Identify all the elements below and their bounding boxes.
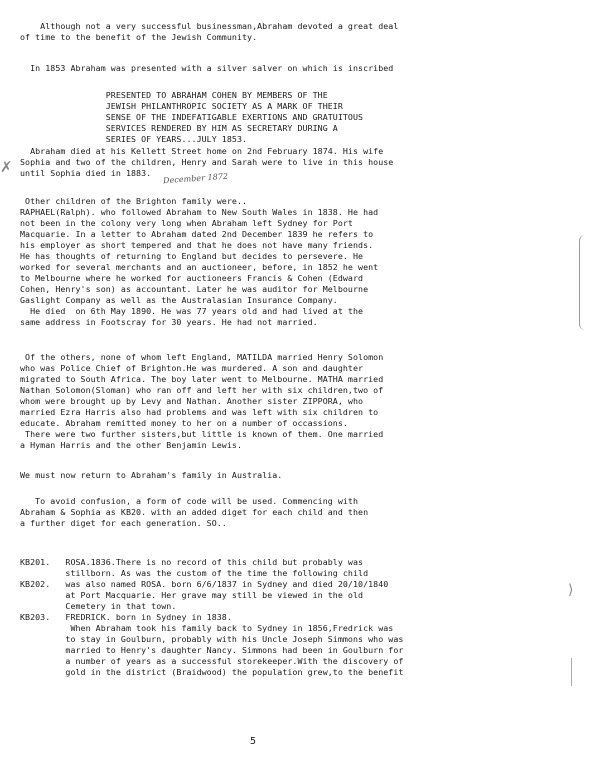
text-line: of time to the benefit of the Jewish Community. [20,32,258,42]
text-line: migrated to South Africa. The boy later went to Melbourne. MATHA married [20,374,384,384]
text-line: educate. Abraham remitted money to her on a number of occassions. [20,418,348,428]
text-line: married to Henry's daughter Nancy. Simmons had been in Goulburn for [20,645,404,655]
text-line: KB202. was also named ROSA. born 6/6/1837 in Sydney and died 20/10/1840 [20,579,389,589]
text-line: to stay in Goulburn, probably with his Uncle Joseph Simmons who was [20,634,404,644]
text-line: a number of years as a successful storekeeper.With the discovery of [20,656,404,666]
text-line: at Port Macquarie. Her grave may still be viewed in the old [20,590,364,600]
margin-line-mark [571,658,572,686]
text-line: Cemetery in that town. [20,601,177,611]
text-line: to Melbourne where he worked for auctioneers Francis & Cohen (Edward [20,273,364,283]
text-line: When Abraham took his family back to Sydney in 1856,Fredrick was [20,623,394,633]
text-line: To avoid confusion, a form of code will be used. Commencing with [20,496,359,506]
text-line: Of the others, none of whom left England, MATILDA married Henry Solomon [20,352,384,362]
text-line: gold in the district (Braidwood) the population grew,to the benefit [20,667,404,677]
text-line: SERIES OF YEARS...JULY 1853. [20,134,248,144]
text-line: stillborn. As was the custom of the time the following child [20,568,369,578]
text-line: a further diget for each generation. SO.. [20,518,227,528]
text-line: whom were brought up by Levy and Nathan. Another sister ZIPPORA, who [20,396,364,406]
text-line: Cohen, Henry's son) as accountant. Later he was auditor for Melbourne [20,284,369,294]
text-line: Abraham died at his Kellett Street home on 2nd February 1874. His wife [20,146,384,156]
text-line: JEWISH PHILANTHROPIC SOCIETY AS A MARK OF THEIR [20,101,343,111]
text-line: Although not a very successful businessman,Abraham devoted a great deal [20,21,399,31]
text-line: who was Police Chief of Brighton.He was murdered. A son and daughter [20,363,364,373]
margin-tick-mark: ⟩ [568,582,574,598]
text-line: worked for several merchants and an auctioneer, before, in 1852 he went [20,262,379,272]
text-line: KB203. FREDRICK. born in Sydney in 1838. [20,612,232,622]
text-line: There were two further sisters,but little is known of them. One married [20,429,384,439]
text-line: In 1853 Abraham was presented with a silver salver on which is inscribed [20,63,394,73]
text-line: Nathan Solomon(Sloman) who ran off and left her with six children,two of [20,385,384,395]
text-line: He died on 6th May 1890. He was 77 years old and had lived at the [20,306,364,316]
margin-bracket-mark [579,235,585,330]
text-line: not been in the colony very long when Abraham left Sydney for Port [20,218,353,228]
text-line: SENSE OF THE INDEFATIGABLE EXERTIONS AND GRATUITOUS [20,112,364,122]
text-line: Macquarie. In a letter to Abraham dated 2nd December 1839 he refers to [20,229,374,239]
text-line: his employer as short tempered and that he does not have many friends. [20,240,374,250]
text-line: married Ezra Harris also had problems and was left with six children to [20,407,379,417]
text-line: We must now return to Abraham's family in Australia. [20,470,283,480]
text-line: Abraham & Sophia as KB20. with an added diget for each child and then [20,507,369,517]
text-line: RAPHAEL(Ralph). who followed Abraham to New South Wales in 1838. He had [20,207,379,217]
text-line: KB201. ROSA.1836.There is no record of this child but probably was [20,557,364,567]
text-line: Sophia and two of the children, Henry and Sarah were to live in this house [20,157,394,167]
margin-x-mark: ✗ [0,158,13,176]
text-line: SERVICES RENDERED BY HIM AS SECRETARY DURING A [20,123,338,133]
text-line: until Sophia died in 1883. [20,168,152,178]
text-line: Other children of the Brighton family were.. [20,196,248,206]
page-number: 5 [250,736,257,747]
text-line: Gaslight Company as well as the Australasian Insurance Company. [20,295,338,305]
text-line: a Hyman Harris and the other Benjamin Lewis. [20,440,242,450]
text-line: same address in Footscray for 30 years. He had not married. [20,317,318,327]
text-line: PRESENTED TO ABRAHAM COHEN BY MEMBERS OF THE [20,90,328,100]
text-line: He has thoughts of returning to England but decides to persevere. He [20,251,364,261]
handwritten-annotation: December 1872 [162,171,229,186]
